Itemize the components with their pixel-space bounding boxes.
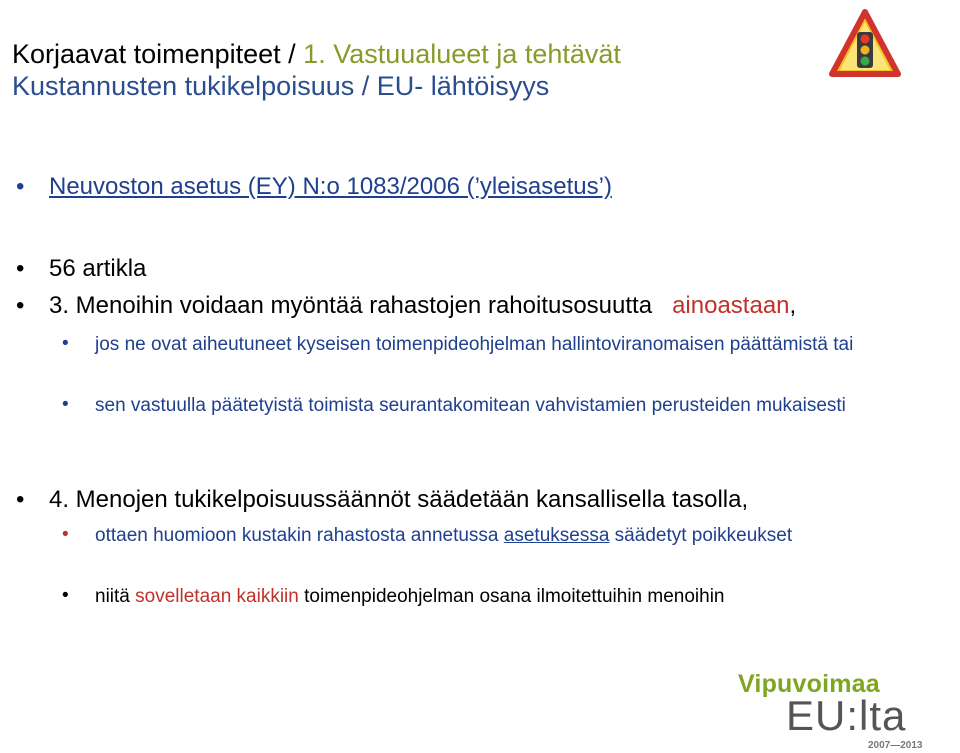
slide: Korjaavat toimenpiteet / 1. Vastuualueet ja tehtävät Kustannusten tukikelpoisuus / EU- lähtöisyys • Neuvoston asetus (EY) N:o 1083/2006 (’yleisasetus’) • 56 artikla • 3. Menoihin voidaan myöntää rahastojen rahoitusosuutta ainoastaan, • jos ne ovat aiheutuneet kyseisen toimenpideohjelman hallintoviranomaisen päättämistä tai • sen vastuulla päätetyistä toimista seurantakomitean vahvistamien perusteiden mukaisesti • 4. Menojen tukikelpoisuussäännöt säädetään kansallisella tasolla, • ottaen huomioon kustakin rahastosta annetussa asetuksessa säädetyt poikkeukset • niitä sovelletaan kaikkiin toimenpideohjelman osana ilmoitettuihin menoihin Vipuvoimaa EU:lta 2007—2013: [0, 0, 960, 753]
bullet-dot: •: [62, 333, 69, 354]
bullet-dot: •: [62, 524, 69, 545]
asetuksessa-link[interactable]: asetuksessa: [503, 525, 610, 546]
traffic-light-warning-icon: [828, 8, 902, 80]
slide-title: [12, 38, 621, 102]
regulation-link[interactable]: Neuvoston asetus (EY) N:o 1083/2006 (’yleisasetus’): [49, 173, 612, 200]
bullet-dot: •: [16, 486, 25, 513]
title-line-1: Korjaavat toimenpiteet / 1. Vastuualueet ja tehtävät: [12, 39, 621, 69]
vipuvoimaa-logo: Vipuvoimaa EU:lta 2007—2013: [738, 670, 923, 751]
title-line-2: Kustannusten tukikelpoisuus / EU- lähtöisyys: [12, 71, 550, 101]
emphasis-ainoastaan: ainoastaan: [672, 292, 790, 319]
bullet-dot: •: [16, 173, 25, 200]
title-highlight: 1. Vastuualueet ja tehtävät: [303, 39, 621, 69]
bullet-dot: •: [16, 292, 25, 319]
bullet-dot: •: [62, 394, 69, 415]
emphasis-sovelletaan: sovelletaan kaikkiin: [135, 586, 299, 607]
bullet-dot: •: [16, 255, 25, 282]
bullet-dot: •: [62, 585, 69, 606]
